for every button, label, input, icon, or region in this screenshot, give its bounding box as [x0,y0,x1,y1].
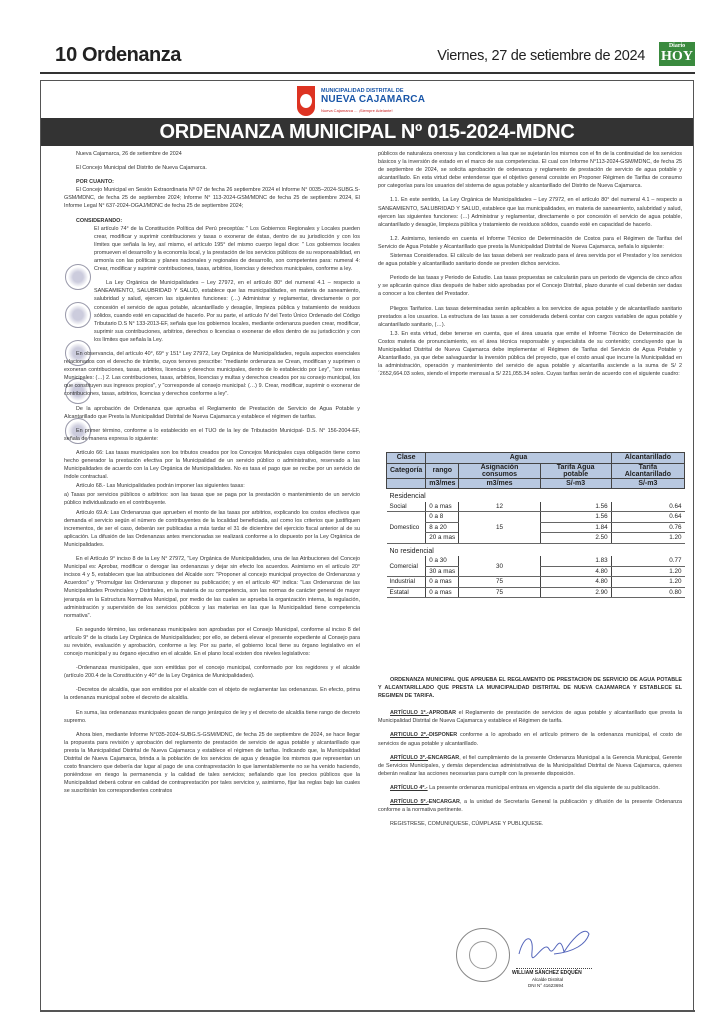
signature-line [516,968,592,969]
paragraph: Artículo 66: Las tasas municipales son los tributos creados por los Concejos Municipales cuya obligación tiene como hecho generador la prestación efectiva por la Municipalidad de un servicio público o administrativo, reservado a las Municipalidades de acuerdo con la Ley Orgánica de Municipalidades. No es tasa el pago que se recibe por un servicio de índole contractual. [64,449,360,481]
paragraph: -Ordenanzas municipales, que son emitidas por el concejo municipal, conformado por los regidores y el alcalde (artículo 200.4 de la Constitución y 40° de la Ley Orgánica de Municipalidades). [64,665,360,680]
place-date: Nueva Cajamarca, 26 de setiembre de 2024 [76,151,182,157]
paragraph: Pliegos Tarifarios. Las tasas determinadas serán aplicables a los servicios de agua potable y de alcantarillado sanitario prestados a los usuarios. La estructura de las tasas a ser considerada deberá contar con cargos variables de agua potable y alcantarillado sanitario, (…). [378,305,682,328]
cell-rango: 0 a mas [426,502,459,512]
header-rango: rango [426,463,459,478]
unit-asignacion: m3/mes [459,478,540,489]
article-text: La presente ordenanza municipal entrara en vigencia a partir del día siguiente de su publicación. [427,784,660,791]
municipality-slogan: Nueva Cajamarca ... ¡Siempre Adelante! [321,108,393,113]
article-label: ARTICULO 2º.- [390,732,429,739]
cell-rango: 0 a mas [426,587,459,598]
table-row [387,512,685,523]
article-label: ARTÍCULO 3º.- [390,754,429,761]
paragraph: Sistemas Considerados. El cálculo de las tasas deberá ser realizado para el área servida por el Prestador y los servicios de agua potable y alcantarillado sanitario donde se presten dichos servicios. [378,253,682,268]
cell-alc: 1.20 [611,533,684,544]
logo-big-text: HOY [661,49,693,64]
cell-alc: 0.64 [611,502,684,512]
unit-agua: S/-m3 [540,478,611,489]
page-number: 10 [55,44,78,66]
paragraph: 1.1. En este sentido, La Ley Orgánica de Municipalidades – Ley 27972, en el artículo 80° del numeral 4.1 – respecto a SANEAMIENTO, SALUBRIDAD Y SALUD, establece que las municipalidades, en materia de saneamiento, salubridad y salud, ejercen las siguientes funciones: (…) Administrar y reglamentar, directamente o por concesión el servicio de agua potable, alcantarillado y desagüe, limpieza pública y tratamiento de residuos sólidos, cuando esté en capacidad de hacerlo. [378,197,682,228]
article-text: conforme a lo aprobado en el artículo primero de la ordenanza municipal, el costo de servicios de agua potable y alcantarillado. [378,732,682,747]
signer-dni: DNI N° 41623694 [528,983,564,988]
unit-rango: m3/mes [426,478,459,489]
cell-alc: 0.64 [611,512,684,523]
header-tarifa-alcantarillado: Tarifa Alcantarillado [611,463,684,478]
paragraph: En suma, las ordenanzas municipales gozan de rango jerárquico de ley y el decreto de alcaldía tiene rango de decreto supremo. [64,709,360,724]
cell-agua: 1.56 [540,502,611,512]
article-3 [378,754,682,778]
cell-alc: 0.77 [611,556,684,566]
cell-asignacion: 75 [459,587,540,598]
paragraph: Artículo 69.A: Las Ordenanzas que aprueben el monto de las tasas por arbitrios, explicando los costos efectivos que demanda el servicio según el número de contribuyentes de la localidad beneficiada, así como los criterios que justifiquen incrementos, de ser el caso, deberán ser publicadas a más tardar el 31 de diciembre del ejercicio fiscal anterior al de su aplicación. La difusión de las Ordenanzas antes mencionadas se realizará conforme a lo dispuesto por la Ley Orgánica de Municipalidades. [64,509,360,548]
paragraph: En el Artículo 9° inciso 8 de la Ley N° 27972, "Ley Orgánica de Municipalidades, una de las Atribuciones del Concejo Municipal es: Aprobar, modificar o derogar las ordenanzas y dejar sin efecto los acuerdos. Asimismo en el artículo 20° incisos 4 y 5, establecen que las atribuciones del Alcalde son: "Proponer al concejo municipal proyectos de Ordenanzas y Acuerdos" y "Promulgar las Ordenanzas y disponer su publicación; y en el artículo 40° indica: "Las Ordenanzas de las Municipalidades Provinciales y Distritales, en la materia de su competencia, son las normas de carácter general de mayor jerarquía en la Estructura Normativa Municipal, por medio de las cuales se aprueba la organización interna, la regulación, administración y supervisión de los servicios públicos y las materias en las que la Municipalidad tiene competencia normativa". [64,556,360,619]
cell-agua: 2.90 [540,587,611,598]
paragraph: El artículo 74° de la Constitución Política del Perú preceptúa: " Los Gobiernos Regionales y Locales pueden crear, modificar y suprimir contribuciones y tasas o exonerar de éstas, dentro de su jurisdicción y con los límites que señala la ley, así mismo, el artículo 195° del mismo cuerpo legal dice: " Los gobiernos locales promueven el desarrollo y la economía local, y la prestación de los servicios públicos de su responsabilidad, en armonía con las políticas y planes nacionales y regionales de desarrollo, son competentes para: numeral 4: Crear, modificar y suprimir contribuciones, tasas, arbitrios, licencias y derechos municipales, conforme a ley. [94,225,360,273]
ordinance-title: ORDENANZA MUNICIPAL Nº 015-2024-MDNC [41,118,693,146]
paragraph: En primer término, conforme a lo establecido en el TUO de la ley de Tributación Municipal- D.S. N° 156-2004-EF, señala de manera expresa lo siguiente: [64,427,360,442]
publication-date: Viernes, 27 de setiembre de 2024 [437,48,645,64]
cell-alc: 0.76 [611,522,684,533]
paragraph: Periodo de las tasas y Periodo de Estudio. Las tasas propuestas se calcularán para un periodo de vigencia de cinco años y se aplicarán quince días después de haber sido aprobadas por el Concejo Distrital, plazo durante el cual deberán ser dadas a conocer a los clientes del Prestador. [378,275,682,298]
cell-rango: 8 a 20 [426,522,459,533]
shield-icon [297,86,315,116]
cell-asignacion: 75 [459,577,540,588]
paragraph: públicos de naturaleza onerosa y las condiciones a las que se sujetarán los mismos con el fin de la continuidad de los servicios básicos y la inversión de estado en el marco de sus competencias. El cual con Informe N°113-2024-GSM/MDNC, de fecha 25 de septiembre de 2024, se solicita aprobación de ordenanza y reglamento de prestación de servicio de agua potable y alcantarillado. En esta virtud debe entenderse que el objetivo general consiste en Proponer Régimen de Tarifas de consumo por categorías para los usuarios del sistema de agua potable y alcantarillado del Distrito de Nueva Cajamarca. [378,151,682,190]
article-text: , el fiel cumplimiento de la presente Ordenanza Municipal a la Gerencia Municipal, Gerente de Servicios Municipales, y demás dependencias administrativas de la Municipalidad Distrital de Nueva Cajamarca, quienes deberán realizar las acciones necesarias para cumplir con la presente disposición. [378,754,682,777]
header-agua: Agua [426,453,611,464]
article-text: , a la unidad de Secretaría General la publicación y difusión de la presente Ordenanza conforme a la normativa pertinente. [378,799,682,814]
article-label: ARTÍCULO 1º.- [390,710,429,717]
paragraph: 1.2. Asimismo, teniendo en cuenta el Informe Técnico de Determinación de Costos para el Régimen de Tarifas del Servicio de Agua Potable y Alcantarillado que presta la Municipalidad Distrital de Nueva Cajamarca, señala lo siguiente: [378,235,682,250]
cell-rango: 30 a mas [426,566,459,577]
cell-agua: 1.56 [540,512,611,523]
municipality-name: NUEVA CAJAMARCA [321,94,426,105]
logo-small-text: Diario [668,43,686,49]
tariff-table [386,452,685,598]
bottom-divider [40,1010,695,1012]
signature-block [450,920,650,1000]
resolution [378,676,682,834]
paragraph: La Ley Orgánica de Municipalidades – Ley 27972, en el artículo 80° del numeral 4.1 – respecto a SANEAMIENTO, SALUBRIDAD Y SALUD, establece que las municipalidades, en materia de saneamiento, salubridad y salud, ejercen las siguientes funciones: (…) Administrar y reglamentar, directamente o por concesión el servicio de agua potable, alcantarillado y desagüe, limpieza pública y tratamiento de residuos sólidos, cuando esté en capacidad de hacerlo. Por su parte, el artículo IV del Texto Único Ordenado del Código Tributario D.S N° 133-2013-EF, señala que los gobiernos locales, mediante ordenanza pueden crear, modificar, suprimir sus contribuciones, arbitrios, derechos o licencias o exonerar de ellos dentro de su jurisdicción y con los límites que señala la Ley. [94,280,360,343]
page-header [55,40,695,70]
unit-alcantarillado: S/-m3 [611,478,684,489]
cell-agua: 2.50 [540,533,611,544]
header-blank [387,478,426,489]
signer-name: WILLIAM SÁNCHEZ EDQUÉN [512,970,582,976]
header-asignacion: Asignación consumos [459,463,540,478]
cell-categoria: Domestico [387,512,426,544]
left-column [64,150,360,801]
article-label: ARTÍCULO 5º.- [390,799,429,806]
section-no-residencial: No residencial [389,547,434,555]
right-column [378,150,682,384]
cell-agua: 1.83 [540,556,611,566]
article-verb: APROBAR [428,710,456,717]
cell-categoria: Comercial [387,556,426,577]
cell-asignacion: 30 [459,556,540,577]
header-alcantarillado: Alcantarillado [611,453,684,464]
paragraph: De la aprobación de Ordenanza que aprueba el Reglamento de Prestación de Servicio de Agua Potable y Alcantarillado que Presta la Municipalidad Distrital de Nueva Cajamarca y establece el régimen de tarifas. [64,405,360,420]
article-verb: ENCARGAR [428,754,460,761]
article-verb: DISPONER [429,732,458,739]
municipality-logo [297,86,437,118]
article-5 [378,798,682,814]
cell-alc: 1.20 [611,577,684,588]
cell-categoria: Estatal [387,587,426,598]
header-categoria: Categoría [387,463,426,478]
considerando-heading: CONSIDERANDO: [76,217,123,224]
section-residencial: Residencial [389,493,426,501]
stamp-icon [456,928,510,982]
council-line: El Concejo Municipal del Distrito de Nueva Cajamarca. [76,165,207,172]
header-divider [40,72,695,74]
paragraph: Artículo 68.- Las Municipalidades podrán imponer las siguientes tasas: [76,483,245,490]
table-row [387,587,685,598]
header-clase: Clase [387,453,426,464]
paragraph: 1.3. En esta virtud, debe tenerse en cuenta, que el área usuaria que emite el Informe Técnico de Determinación de Costos materia de pronunciamiento, es el área técnica responsable y especialista de su contenido; concluyendo que la Municipalidad Distrital de Nueva Cajamarca debe implementar el Régimen de Tarifas del Servicio de Agua Potable y Alcantarillado, ya que debe salvaguardar la inversión pública del proyecto, que el costo anual que incurre la Municipalidad en la administración, operación y mantenimiento del servicio de agua potable y alcantarilla asciende a la suma de S/ 2´2652,664.03 soles, siendo el importe mensual a S/ 221,055.34 soles. Cuyas tarifas serán de acuerdo con el siguiente cuadro: [378,330,682,378]
paragraph: En segundo término, las ordenanzas municipales son aprobadas por el Consejo Municipal, conforme al inciso 8 del artículo 9° de la citada Ley Orgánica de Municipalidades; por ello, se deberá elevar el presente expediente al Consejo para su revisión, evaluación y aprobación, conforme a ley. Por su parte, el gobierno local tiene su órgano legislativo en el concejo municipal y su órgano ejecutivo en el alcalde. En el plano local existen dos niveles legislativos: [64,626,360,658]
paragraph: -Decretos de alcaldía, que son emitidos por el alcalde con el objeto de reglamentar las ordenanzas. En efecto, prima la ordenanza municipal sobre el decreto de alcaldía. [64,687,360,702]
cell-rango: 0 a 30 [426,556,459,566]
cell-alc: 0.80 [611,587,684,598]
paragraph: Ahora bien, mediante Informe N°035-2024-SUBG.S-GSM/MDNC, de fecha 25 de septiembre de 2024, se hace llegar la propuesta para revisión y aprobación del reglamento de prestación de servicio de agua potable y alcantarillado que presta la Municipalidad Distrital de Nueva Cajamarca y establece el régimen de tarifas. Indicando que, la Municipalidad Distrital de Nueva Cajamarca, brinda a la población de los servicios de agua y desagüe los mismos que representan un costo financiero que debería dar lugar al pago de una contraprestación lo que lamentablemente no se ha venido haciendo, poniéndose en riesgo la permanencia y la calidad de tales servicios; señalando que los precios públicos que la Municipalidad deberá cobrar en calidad de contraprestación por tales servicios y, asimismo, fijar las reglas bajo las cuales se suscribirán los correspondientes contratos [64,731,360,795]
article-label: ARTÍCULO 4º.- [390,784,428,791]
signer-role: Alcalde Distrital [532,977,564,982]
article-verb: ENCARGAR [428,799,460,806]
cell-agua: 4.80 [540,577,611,588]
article-2 [378,731,682,747]
article-1 [378,709,682,725]
table-row [387,556,685,566]
newspaper-logo [659,42,695,66]
signature-icon [514,924,594,964]
paragraph: El Concejo Municipal en Sesión Extraordinaria Nº 07 de fecha 26 septiembre 2024 el Informe N° 0035–2024-SUBG.S-GSM/MDNC, de fecha 25 de septiembre 2024; Informe N° 113-2024-GSM/MDNC de fecha 25 de septiembre 2024, El Informe Legal N° 637-2024-OGAJ/MDNC de fecha 25 de septiembre 2024; [64,187,360,210]
cell-rango: 0 a mas [426,577,459,588]
paragraph: En observancia, del artículo 40°, 69° y 151° Ley 27972, Ley Orgánica de Municipalidades, regula aspectos esenciales relacionados con el derecho de trámite, cuyos tenores prescribe: "mediante ordenanza se Crean, modifican y suprimen o exoneran contribuciones, tasas, arbitrios, licencias y derechos municipales, dentro de lo establecido por Ley", "son rentas Municipales: (…) 2. Las contribuciones, tasas, arbitrios, licencias y multas y derechos creados por su consejo municipal, los que constituyen sus ingresos propios", y "corresponde al consejo municipal: (…) 9. Crear, modificar, suprimir o exonerar de contribuciones, tasas, arbitrios, licencias y derechos conforme a ley". [64,350,360,398]
table-row [387,577,685,588]
article-4 [378,784,682,792]
table-row [387,502,685,512]
article-text: el Reglamento de prestación de servicios de agua potable y alcantarillado que presta la Municipalidad Distrital de Nueva Cajamarca y establece el Régimen de tarifa. [378,710,682,725]
header-tarifa-agua: Tarifa Agua potable [540,463,611,478]
cell-asignacion: 15 [459,512,540,544]
cell-asignacion: 12 [459,502,540,512]
cell-agua: 4.80 [540,566,611,577]
cell-alc: 1.20 [611,566,684,577]
section-title: Ordenanza [82,44,181,66]
cell-categoria: Social [387,502,426,512]
cell-categoria: Industrial [387,577,426,588]
resolution-heading: ORDENANZA MUNICIPAL QUE APRUEBA EL REGLAMENTO DE PRESTACION DE SERVICIO DE AGUA POTABLE Y ALCANTARILLADO QUE PRESTA LA MUNICIPALIDAD DISTRITAL DE NUEVA CAJAMARCA Y ESTABLECE EL REGIMEN DE TARIFA. [378,677,682,700]
municipality-line1: MUNICIPALIDAD DISTRITAL DE [321,88,404,94]
closing-formula: REGISTRESE, COMUNIQUESE, CÚMPLASE Y PUBLIQUESE. [390,821,544,828]
cell-agua: 1.84 [540,522,611,533]
cell-rango: 0 a 8 [426,512,459,523]
paragraph: a) Tasas por servicios públicos o arbitrios: son las tasas que se paga por la prestación o mantenimiento de un servicio público individualizado en el contribuyente. [64,492,360,507]
cell-rango: 20 a mas [426,533,459,544]
por-cuanto-heading: POR CUANTO: [76,179,114,186]
